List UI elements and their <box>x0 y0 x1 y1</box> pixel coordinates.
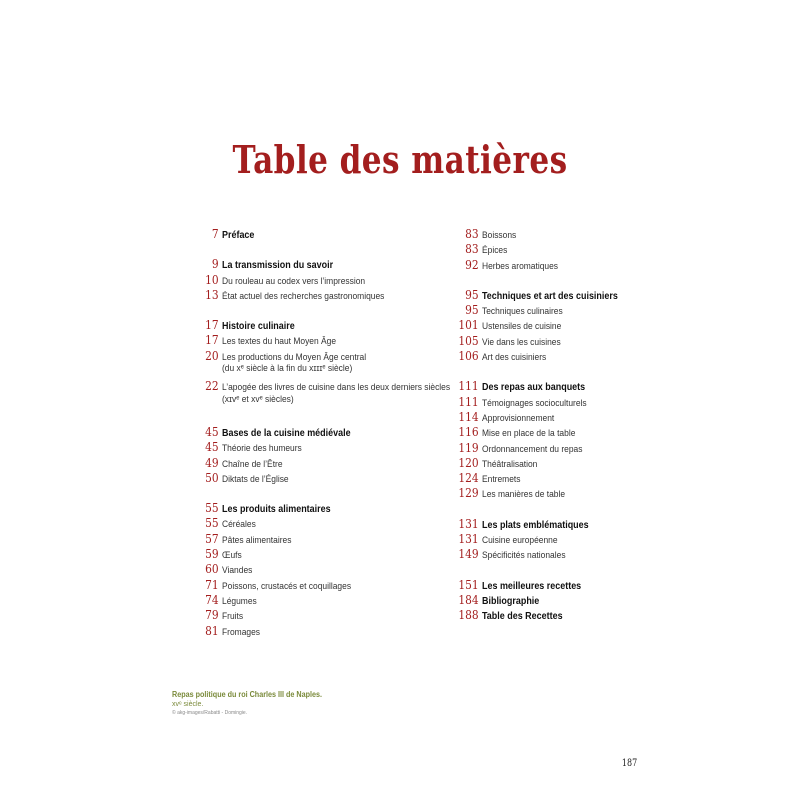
toc-page-number: 59 <box>205 546 219 562</box>
toc-entry-label: Bibliographie <box>482 595 540 607</box>
toc-entry <box>190 287 440 302</box>
toc-entry-label: Épices <box>482 245 508 257</box>
toc-section-entry <box>450 516 630 531</box>
toc-page-number: 124 <box>458 470 479 486</box>
toc-page-number: 95 <box>465 302 479 318</box>
toc-spacer <box>190 409 440 424</box>
toc-entry-label: Chaîne de l’Être <box>222 458 283 470</box>
toc-page-number: 83 <box>465 241 479 257</box>
toc-entry-label: Ordonnancement du repas <box>482 443 583 455</box>
toc-page-number: 149 <box>458 546 479 562</box>
toc-entry-label: Art des cuisiniers <box>482 352 547 364</box>
toc-entry <box>450 409 630 424</box>
toc-entry-label: Poissons, crustacés et coquillages <box>222 580 352 592</box>
toc-section-entry <box>450 592 630 607</box>
toc-entry-label: (xɪᴠᵉ et xᴠᵉ siècles) <box>222 393 294 405</box>
toc-spacer <box>450 501 630 516</box>
toc-entry-continuation <box>190 394 440 409</box>
toc-page-number: 131 <box>458 531 479 547</box>
toc-entry-label: Du rouleau au codex vers l’impression <box>222 275 366 287</box>
toc-entry-label: Cuisine européenne <box>482 535 558 547</box>
toc-page-number: 60 <box>205 561 219 577</box>
toc-spacer <box>450 562 630 577</box>
toc-entry-label: Table des Recettes <box>482 611 563 623</box>
toc-entry-label: Les textes du haut Moyen Âge <box>222 336 337 348</box>
toc-page-number: 7 <box>211 226 219 241</box>
toc-entry <box>190 577 440 592</box>
toc-left-column <box>190 226 451 638</box>
toc-entry-label: État actuel des recherches gastronomiques <box>222 290 385 302</box>
toc-entry-label: Théâtralisation <box>482 458 538 470</box>
toc-page-number: 129 <box>458 485 479 501</box>
toc-entry-label: Approvisionnement <box>482 412 555 424</box>
toc-page-number: 22 <box>205 378 219 394</box>
toc-entry <box>450 226 630 241</box>
toc-spacer <box>190 241 440 256</box>
toc-entry-label: Diktats de l’Église <box>222 473 289 485</box>
toc-page-number: 20 <box>205 347 219 363</box>
toc-entry-label: L’apogée des livres de cuisine dans les deux derniers siècles <box>222 382 451 394</box>
toc-entry <box>450 531 630 546</box>
toc-page-number: 55 <box>205 515 219 531</box>
image-caption <box>172 690 392 716</box>
toc-entry-label: Céréales <box>222 519 256 531</box>
toc-entry-label: Théorie des humeurs <box>222 443 302 455</box>
toc-page-number: 49 <box>205 454 219 470</box>
toc-page-number: 57 <box>205 530 219 546</box>
toc-page-number: 81 <box>205 622 219 638</box>
toc-page-number: 13 <box>205 286 219 302</box>
toc-entry-label: Techniques culinaires <box>482 306 563 318</box>
toc-page-number: 151 <box>458 576 479 592</box>
toc-section-entry <box>450 577 630 592</box>
toc-entry <box>450 424 630 439</box>
toc-page-number: 106 <box>458 348 479 364</box>
page-number: 187 <box>621 758 638 769</box>
toc-entry-label: Les produits alimentaires <box>222 504 331 516</box>
toc-entry <box>190 546 440 561</box>
toc-entry-label: Entremets <box>482 474 521 486</box>
toc-entry <box>190 332 440 347</box>
toc-page-number: 55 <box>205 500 219 516</box>
toc-entry <box>190 470 440 485</box>
toc-entry-label: Boissons <box>482 230 517 241</box>
toc-page-number: 79 <box>205 607 219 623</box>
toc-spacer <box>190 485 440 500</box>
toc-page-number: 17 <box>205 317 219 333</box>
toc-section-entry <box>190 317 440 332</box>
toc-entry <box>450 470 630 485</box>
toc-page-number: 111 <box>458 393 479 409</box>
toc-entry-label: Fromages <box>222 626 261 638</box>
caption-subtitle: xᴠᵉ siècle. <box>172 701 204 708</box>
toc-entry <box>190 348 440 363</box>
toc-entry-label: Des repas aux banquets <box>482 382 586 394</box>
caption-title: Repas politique du roi Charles III de Naples. <box>172 690 323 699</box>
toc-page-number: 92 <box>465 256 479 272</box>
toc-entry-label: Herbes aromatiques <box>482 260 559 272</box>
toc-entry-label: Les manières de table <box>482 489 566 501</box>
toc-entry-label: Histoire culinaire <box>222 321 295 333</box>
toc-entry-label: Œufs <box>222 550 242 562</box>
toc-entry-label: Spécificités nationales <box>482 550 566 562</box>
toc-spacer <box>450 363 630 378</box>
toc-entry-label: Fruits <box>222 611 244 623</box>
toc-entry <box>450 394 630 409</box>
toc-entry-label: Témoignages socioculturels <box>482 397 587 409</box>
toc-entry <box>450 317 630 332</box>
toc-page-number: 105 <box>458 332 479 348</box>
toc-page-number: 17 <box>205 332 219 348</box>
toc-entry <box>190 378 451 394</box>
toc-entry-continuation <box>190 363 440 378</box>
toc-page-number: 95 <box>465 286 479 302</box>
toc-entry-label: Vie dans les cuisines <box>482 336 561 348</box>
toc-spacer <box>450 272 630 287</box>
toc-entry <box>450 440 630 455</box>
toc-entry <box>190 623 440 638</box>
toc-page-number: 188 <box>458 607 479 623</box>
toc-entry-label: Ustensiles de cuisine <box>482 321 562 333</box>
toc-entry-label: Bases de la cuisine médiévale <box>222 427 351 439</box>
toc-page-number: 45 <box>205 423 219 439</box>
toc-entry-label: Préface <box>222 230 255 241</box>
toc-entry <box>450 348 630 363</box>
toc-page-number: 119 <box>458 439 479 455</box>
toc-entry-label: Les productions du Moyen Âge central <box>222 351 367 363</box>
toc-entry-label: Techniques et art des cuisiniers <box>482 290 618 302</box>
toc-page-number: 114 <box>458 408 479 424</box>
toc-entry <box>190 561 440 576</box>
toc-entry <box>450 546 630 561</box>
toc-page-number: 111 <box>458 378 479 394</box>
toc-entry <box>450 241 630 256</box>
toc-entry-label: La transmission du savoir <box>222 260 334 272</box>
toc-entry-label: Viandes <box>222 565 253 577</box>
page-title: Table des matières <box>232 137 568 183</box>
toc-page-number: 74 <box>205 591 219 607</box>
toc-entry-label: Les meilleures recettes <box>482 580 582 592</box>
toc-entry-label: (du xᵉ siècle à la fin du xɪɪɪᵉ siècle) <box>222 363 353 375</box>
toc-section-entry <box>450 378 630 393</box>
toc-page-number: 116 <box>458 424 479 440</box>
toc-entry <box>450 455 630 470</box>
toc-entry-label: Mise en place de la table <box>482 428 576 440</box>
toc-entry <box>190 607 440 622</box>
toc-section-entry <box>450 287 630 302</box>
toc-entry <box>190 515 440 530</box>
toc-entry <box>190 439 440 454</box>
toc-entry <box>450 333 630 348</box>
toc-section-entry <box>190 500 440 515</box>
toc-section-entry <box>450 607 630 622</box>
caption-credit: © akg-images/Rabatti - Domingie. <box>172 710 248 716</box>
toc-page-number: 184 <box>458 591 479 607</box>
toc-page-number: 131 <box>458 515 479 531</box>
toc-page-number: 9 <box>211 256 219 272</box>
toc-spacer <box>190 302 440 317</box>
toc-section-entry <box>190 424 440 439</box>
toc-page-number: 83 <box>465 226 479 241</box>
toc-entry <box>450 257 630 272</box>
toc-entry <box>450 485 630 500</box>
toc-entry <box>190 592 440 607</box>
toc-page-number: 71 <box>205 576 219 592</box>
toc-entry <box>190 531 440 546</box>
toc-entry-label: Les plats emblématiques <box>482 519 589 531</box>
toc-entry-label: Pâtes alimentaires <box>222 534 292 546</box>
toc-page-number: 50 <box>205 469 219 485</box>
toc-page-number: 120 <box>458 454 479 470</box>
toc-entry <box>190 455 440 470</box>
toc-page-number: 45 <box>205 439 219 455</box>
toc-section-entry <box>190 256 440 271</box>
toc-page-number: 10 <box>205 271 219 287</box>
toc-page-number: 101 <box>458 317 479 333</box>
toc-entry-label: Légumes <box>222 595 257 607</box>
toc-entry <box>190 272 440 287</box>
toc-entry <box>450 302 630 317</box>
toc-section-entry <box>190 226 440 241</box>
toc-right-column <box>450 226 630 623</box>
